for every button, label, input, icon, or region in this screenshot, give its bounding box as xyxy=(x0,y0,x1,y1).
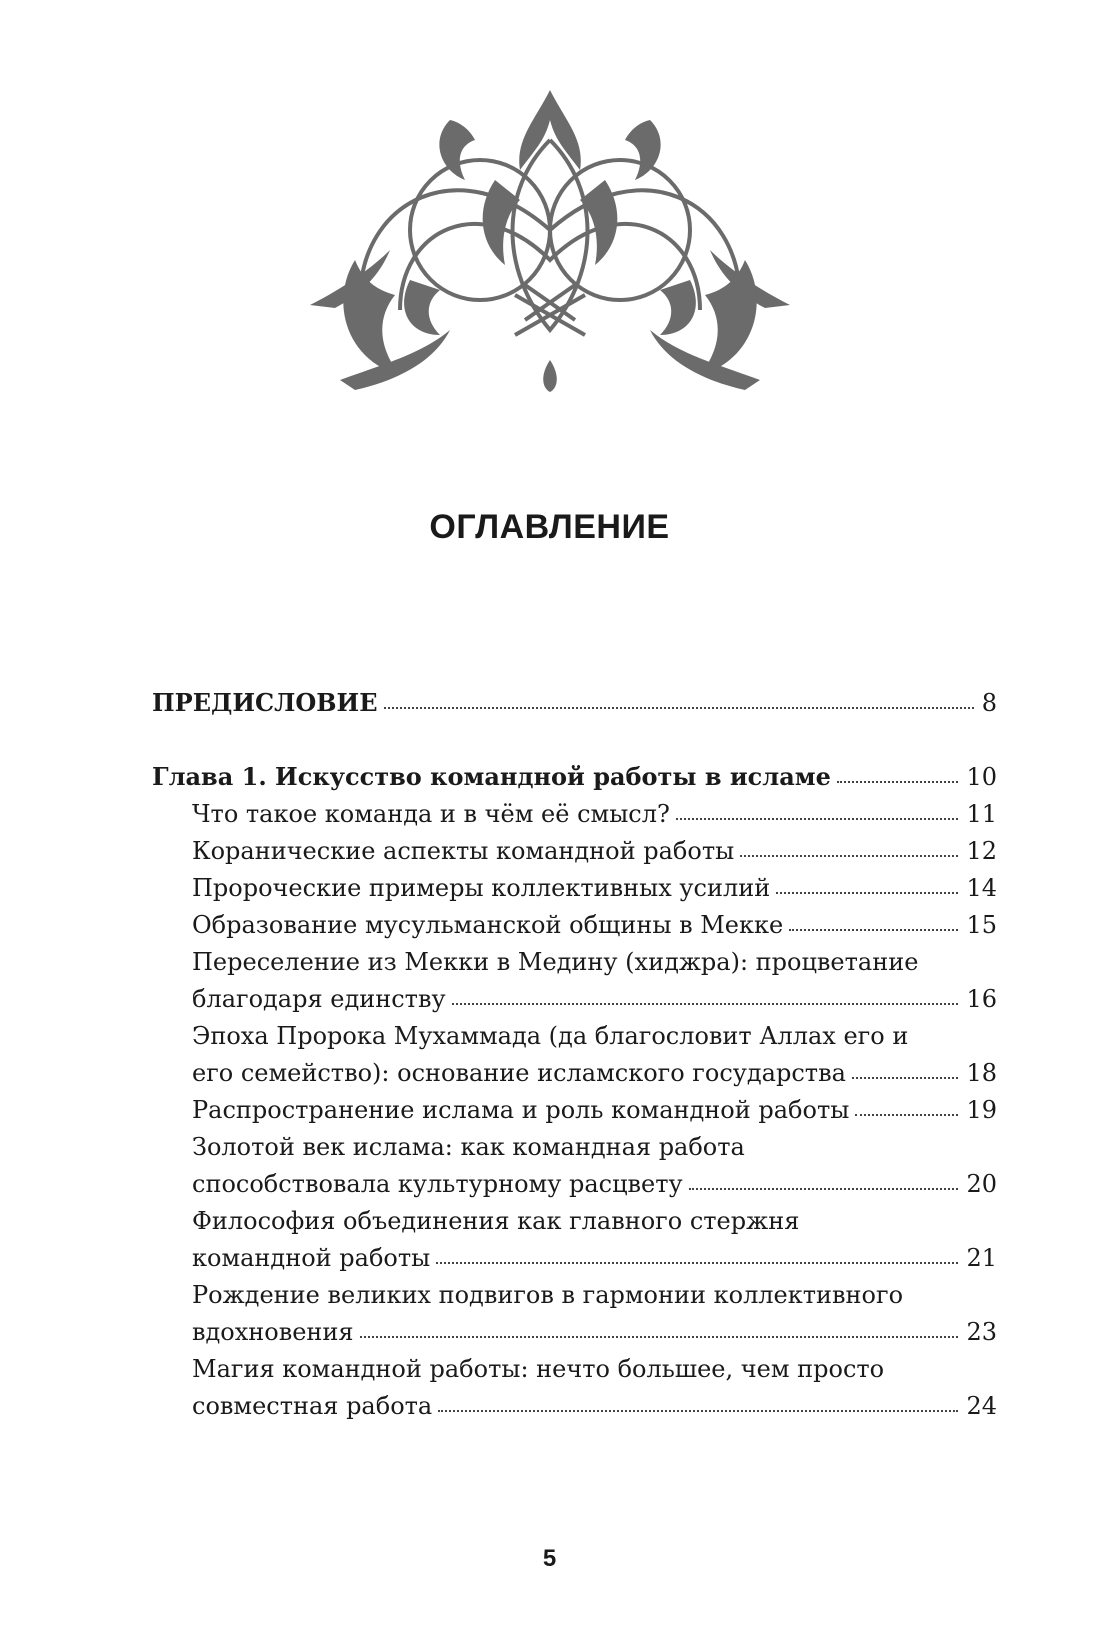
toc-entry[interactable] xyxy=(152,1203,997,1277)
toc-page-number: 8 xyxy=(981,689,997,717)
dot-leader xyxy=(789,928,958,931)
toc-entry-label-line: Коранические аспекты командной работы xyxy=(192,837,735,865)
toc-entry-label-line: Рождение великих подвигов в гармонии коллективного xyxy=(192,1281,904,1309)
toc-entry-label-line: благодаря единству xyxy=(192,985,446,1013)
toc-entry-label: ПРЕДИСЛОВИЕ xyxy=(152,688,378,717)
toc-page-number: 19 xyxy=(966,1096,997,1124)
dot-leader xyxy=(452,1002,959,1005)
dot-leader xyxy=(360,1335,959,1338)
toc-entry[interactable] xyxy=(152,1129,997,1203)
toc-entry[interactable] xyxy=(152,833,997,870)
toc-entry-label-line: Золотой век ислама: как командная работа xyxy=(192,1133,745,1161)
toc-page-number: 14 xyxy=(966,874,997,902)
toc-page-number: 12 xyxy=(966,837,997,865)
toc-entry-label-line: командной работы xyxy=(192,1244,431,1272)
dot-leader xyxy=(740,854,958,857)
toc-entry-label-line: Образование мусульманской общины в Мекке xyxy=(192,911,784,939)
toc-entry[interactable] xyxy=(152,944,997,1018)
arabesque-icon xyxy=(300,80,800,400)
toc-entry-label-line: его семейство): основание исламского государства xyxy=(192,1059,846,1087)
dot-leader xyxy=(438,1409,958,1412)
toc-entry[interactable] xyxy=(152,1277,997,1351)
toc-entry-label-line: способствовала культурному расцвету xyxy=(192,1170,683,1198)
toc-entry-preface[interactable] xyxy=(152,684,997,722)
toc-entry[interactable] xyxy=(152,1351,997,1425)
toc-entry[interactable] xyxy=(152,1092,997,1129)
toc-entry-label-line: вдохновения xyxy=(192,1318,354,1346)
toc-entry-label-line: Переселение из Мекки в Медину (хиджра): процветание xyxy=(192,948,919,976)
toc-page-number: 11 xyxy=(966,800,997,828)
toc-entry-label-line: Философия объединения как главного стержня xyxy=(192,1207,800,1235)
toc-entry-label-line: Магия командной работы: нечто большее, чем просто xyxy=(192,1355,885,1383)
toc-page-number: 20 xyxy=(966,1170,997,1198)
toc-page-number: 15 xyxy=(966,911,997,939)
dot-leader xyxy=(776,891,958,894)
toc-entry-label-line: Эпоха Пророка Мухаммада (да благословит Аллах его и xyxy=(192,1022,909,1050)
table-of-contents xyxy=(152,684,997,1425)
toc-entry-label-line: Что такое команда и в чём её смысл? xyxy=(192,800,670,828)
page-title: ОГЛАВЛЕНИЕ xyxy=(429,508,670,546)
toc-entry-label-line: Распространение ислама и роль командной работы xyxy=(192,1096,850,1124)
toc-page-number: 21 xyxy=(966,1244,997,1272)
toc-page-number: 24 xyxy=(966,1392,997,1420)
toc-entry-label-line: совместная работа xyxy=(192,1392,433,1420)
dot-leader xyxy=(384,706,974,709)
ornament-arabesque xyxy=(300,80,800,400)
toc-page-number: 23 xyxy=(966,1318,997,1346)
page-number: 5 xyxy=(542,1545,557,1572)
toc-page-number: 16 xyxy=(966,985,997,1013)
toc-entry[interactable] xyxy=(152,870,997,907)
toc-page-number: 18 xyxy=(966,1059,997,1087)
toc-entry-label: Глава 1. Искусство командной работы в исламе xyxy=(152,762,831,791)
dot-leader xyxy=(436,1261,958,1264)
dot-leader xyxy=(676,817,959,820)
dot-leader xyxy=(689,1187,959,1190)
toc-entry[interactable] xyxy=(152,1018,997,1092)
toc-entry[interactable] xyxy=(152,796,997,833)
toc-entry-chapter-1[interactable] xyxy=(152,758,997,796)
dot-leader xyxy=(852,1076,959,1079)
toc-entry-label-line: Пророческие примеры коллективных усилий xyxy=(192,874,771,902)
toc-page-number: 10 xyxy=(966,763,997,791)
dot-leader xyxy=(855,1113,958,1116)
dot-leader xyxy=(837,780,959,783)
toc-entry[interactable] xyxy=(152,907,997,944)
